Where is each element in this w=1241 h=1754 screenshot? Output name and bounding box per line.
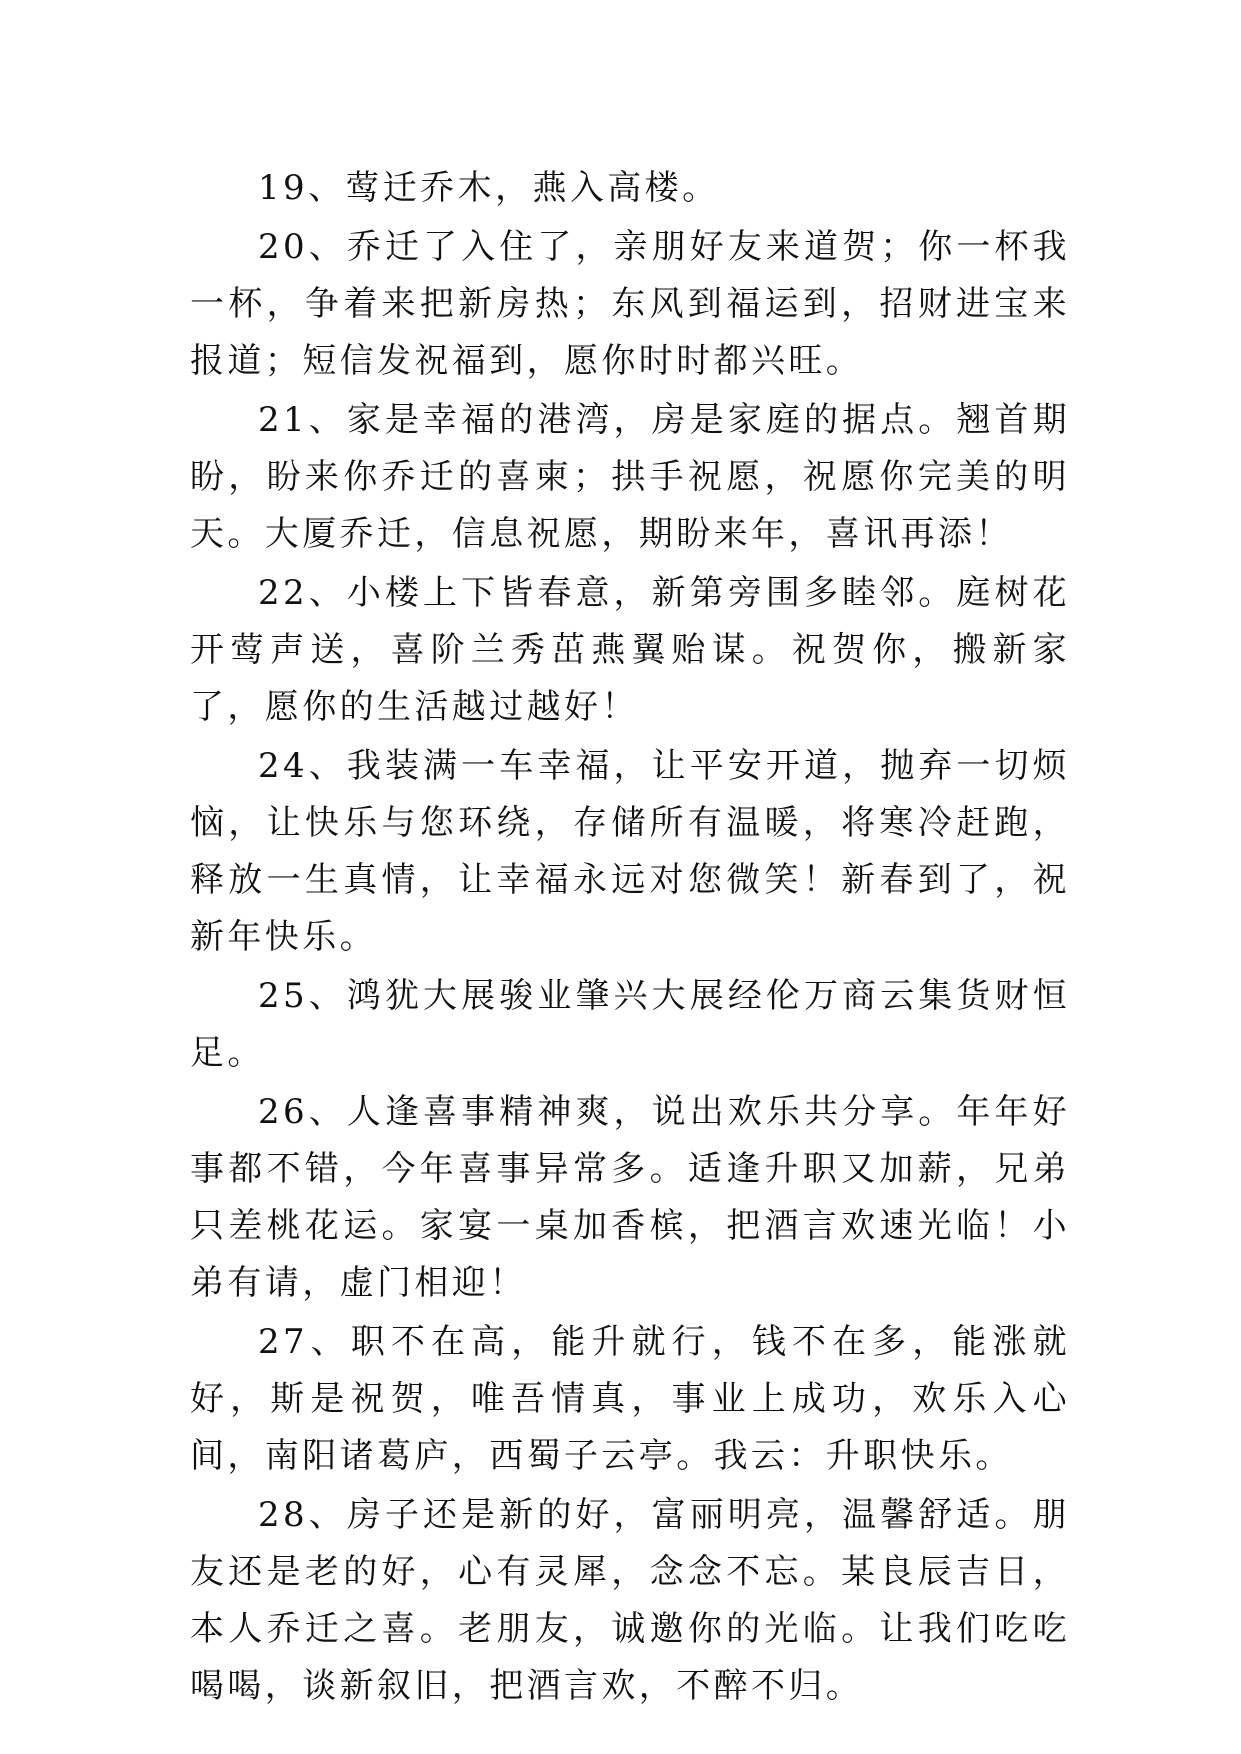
paragraph-21: 21、家是幸福的港湾，房是家庭的据点。翘首期盼，盼来你乔迁的喜柬；拱手祝愿，祝愿你完美的明天。大厦乔迁，信息祝愿，期盼来年，喜讯再添！ xyxy=(190,400,1070,554)
paragraph-22: 22、小楼上下皆春意，新第旁围多睦邻。庭树花开莺声送，喜阶兰秀茁燕翼贻谋。祝贺你，搬新家了，愿你的生活越过越好！ xyxy=(190,573,1070,727)
paragraph-27: 27、职不在高，能升就行，钱不在多，能涨就好，斯是祝贺，唯吾情真，事业上成功，欢乐入心间，南阳诸葛庐，西蜀子云亭。我云：升职快乐。 xyxy=(190,1322,1070,1476)
paragraph-26: 26、人逢喜事精神爽，说出欢乐共分享。年年好事都不错，今年喜事异常多。适逢升职又加薪，兄弟只差桃花运。家宴一桌加香槟，把酒言欢速光临！小弟有请，虚门相迎！ xyxy=(190,1092,1070,1303)
document-body xyxy=(190,160,1070,1717)
paragraph-20: 20、乔迁了入住了，亲朋好友来道贺；你一杯我一杯，争着来把新房热；东风到福运到，招财进宝来报道；短信发祝福到，愿你时时都兴旺。 xyxy=(190,227,1070,381)
paragraph-24: 24、我装满一车幸福，让平安开道，抛弃一切烦恼，让快乐与您环绕，存储所有温暖，将寒冷赶跑，释放一生真情，让幸福永远对您微笑！新春到了，祝新年快乐。 xyxy=(190,746,1070,957)
paragraph-25: 25、鸿犹大展骏业肇兴大展经伦万商云集货财恒足。 xyxy=(190,976,1070,1073)
paragraph-19: 19、莺迁乔木，燕入高楼。 xyxy=(258,168,720,208)
paragraph-28: 28、房子还是新的好，富丽明亮，温馨舒适。朋友还是老的好，心有灵犀，念念不忘。某良辰吉日，本人乔迁之喜。老朋友，诚邀你的光临。让我们吃吃喝喝，谈新叙旧，把酒言欢，不醉不归。 xyxy=(190,1495,1070,1706)
